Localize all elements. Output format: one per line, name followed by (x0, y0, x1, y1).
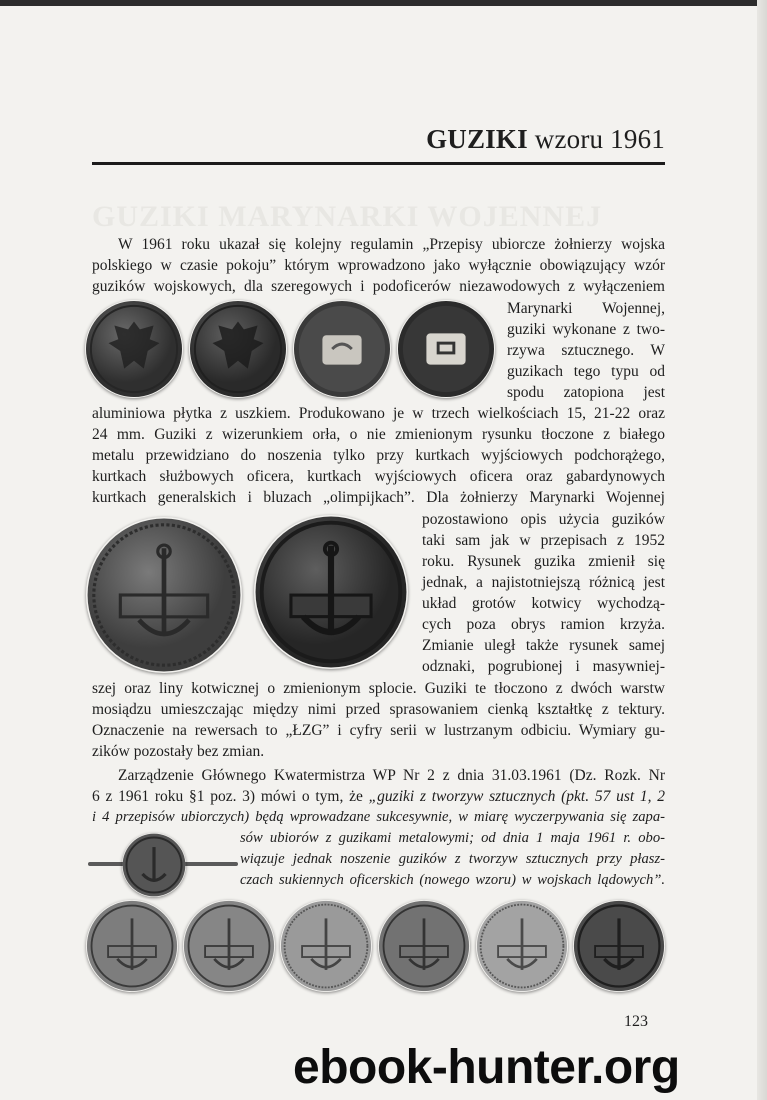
shank-plate-icon (293, 300, 391, 398)
anchor-button-photo (86, 900, 178, 992)
text-line: polskiego w czasie pokoju” którym wprowadzono jako wyłącznie obowiązujący wzór (92, 257, 665, 274)
text-line: odznaki, pogrubionej i masywniej- (422, 658, 665, 675)
eagle-button-photo (85, 300, 183, 398)
button-reverse-photo (293, 300, 391, 398)
small-anchor-button-photo (122, 833, 186, 897)
text-line: czach sukiennych oficerskich (nowego wzoru) w wojskach lądowych”. (240, 872, 665, 888)
text-line: 24 mm. Guziki z wizerunkiem orła, o nie zmienionym rysunku tłoczone z białego (92, 426, 665, 443)
text-line: metalu przewidziano do noszenia tylko przy kurtkach wyjściowych podchorążego, (92, 447, 665, 464)
text-line: guzików wojskowych, dla szeregowych i podoficerów niezawodowych z wyłączeniem (92, 278, 665, 295)
anchor-icon (122, 833, 186, 897)
eagle-button-photo (189, 300, 287, 398)
anchor-button-photo (254, 515, 408, 669)
heading-rest: wzoru 1961 (527, 124, 665, 154)
text-line-mixed (92, 786, 665, 807)
anchor-button-photo (476, 900, 568, 992)
show-through-heading: GUZIKI MARYNARKI WOJENNEJ (92, 200, 603, 233)
text-line: rzywa sztucznego. W (507, 342, 665, 359)
eagle-icon (189, 300, 287, 398)
heading-main: GUZIKI (426, 124, 528, 154)
anchor-icon (254, 515, 408, 669)
text-line: W 1961 roku ukazał się kolejny regulamin „Przepisy ubiorcze żołnierzy wojska (118, 236, 665, 253)
text-line: Oznaczenie na rewersach to „ŁZG” i cyfry serii w lustrzanym odbiciu. Wymiary gu- (92, 722, 665, 739)
text-line: układ grotów kotwicy wychodzą- (422, 595, 665, 612)
text-line: roku. Rysunek guzika zmienił się (422, 553, 665, 570)
page-right-edge (757, 0, 767, 1100)
text-line: pozostawiono opis użycia guzików (422, 511, 665, 528)
eagle-icon (85, 300, 183, 398)
page-top-edge (0, 0, 767, 6)
text-line: guzikach tego typu od (507, 363, 665, 380)
text-quote: „guziki z tworzyw sztucznych (pkt. 57 ust 1, 2 (368, 788, 665, 805)
anchor-icon (573, 900, 665, 992)
anchor-button-photo (86, 517, 242, 673)
text-line: spodu zatopiona jest (507, 384, 665, 401)
text-line: jednak, a najistotniejszą różnicą jest (422, 574, 665, 591)
text-line: mosiądzu umieszczając między nimi przed sprasowaniem cienką kształtkę z tektury. (92, 701, 665, 718)
text-line: Zmianie uległ także rysunek samej (422, 637, 665, 654)
text-line: zików pozostały bez zmian. (92, 743, 265, 760)
page-number: 123 (624, 1013, 648, 1030)
watermark: ebook-hunter.org (293, 1041, 680, 1094)
anchor-icon (183, 900, 275, 992)
text-line: guziki wykonane z two- (507, 321, 665, 338)
anchor-icon (86, 900, 178, 992)
text-line: cych poza obrys ramion krzyża. (422, 616, 665, 633)
anchor-icon (476, 900, 568, 992)
text-line: i 4 przepisów ubiorczych) będą wprowadzane sukcesywnie, w miarę wyczerpywania się zapa- (92, 809, 665, 825)
text-line: aluminiowa płytka z uszkiem. Produkowano je w trzech wielkościach 15, 21-22 oraz (92, 405, 665, 422)
anchor-button-photo (183, 900, 275, 992)
text-line: sów ubiorów z guzikami metalowymi; od dnia 1 maja 1961 r. obo- (240, 830, 665, 846)
text-line: szej oraz liny kotwicznej o zmienionym splocie. Guziki te tłoczono z dwóch warstw (92, 680, 665, 697)
text-line: Marynarki Wojennej, (507, 300, 665, 317)
text-line: Zarządzenie Głównego Kwatermistrza WP Nr 2 z dnia 31.03.1961 (Dz. Rozk. Nr (118, 767, 665, 784)
anchor-icon (280, 900, 372, 992)
text-line: wiązuje jednak noszenie guzików z tworzyw sztucznych przy płasz- (240, 851, 665, 867)
text-line: kurtkach generalskich i bluzach „olimpijkach”. Dla żołnierzy Marynarki Wojennej (92, 489, 665, 506)
heading-rule (92, 162, 665, 165)
page-heading (426, 124, 665, 155)
text-line: taki sam jak w przepisach z 1952 (422, 532, 665, 549)
anchor-button-photo (378, 900, 470, 992)
anchor-icon (86, 517, 242, 673)
anchor-icon (378, 900, 470, 992)
shank-plate-icon (397, 300, 495, 398)
button-reverse-photo (397, 300, 495, 398)
anchor-button-photo (280, 900, 372, 992)
text-line: kurtkach służbowych oficera, kurtkach wyjściowych oficera oraz gabardynowych (92, 468, 665, 485)
anchor-button-photo (573, 900, 665, 992)
text-plain: 6 z 1961 roku §1 poz. 3) mówi o tym, że (92, 788, 369, 805)
